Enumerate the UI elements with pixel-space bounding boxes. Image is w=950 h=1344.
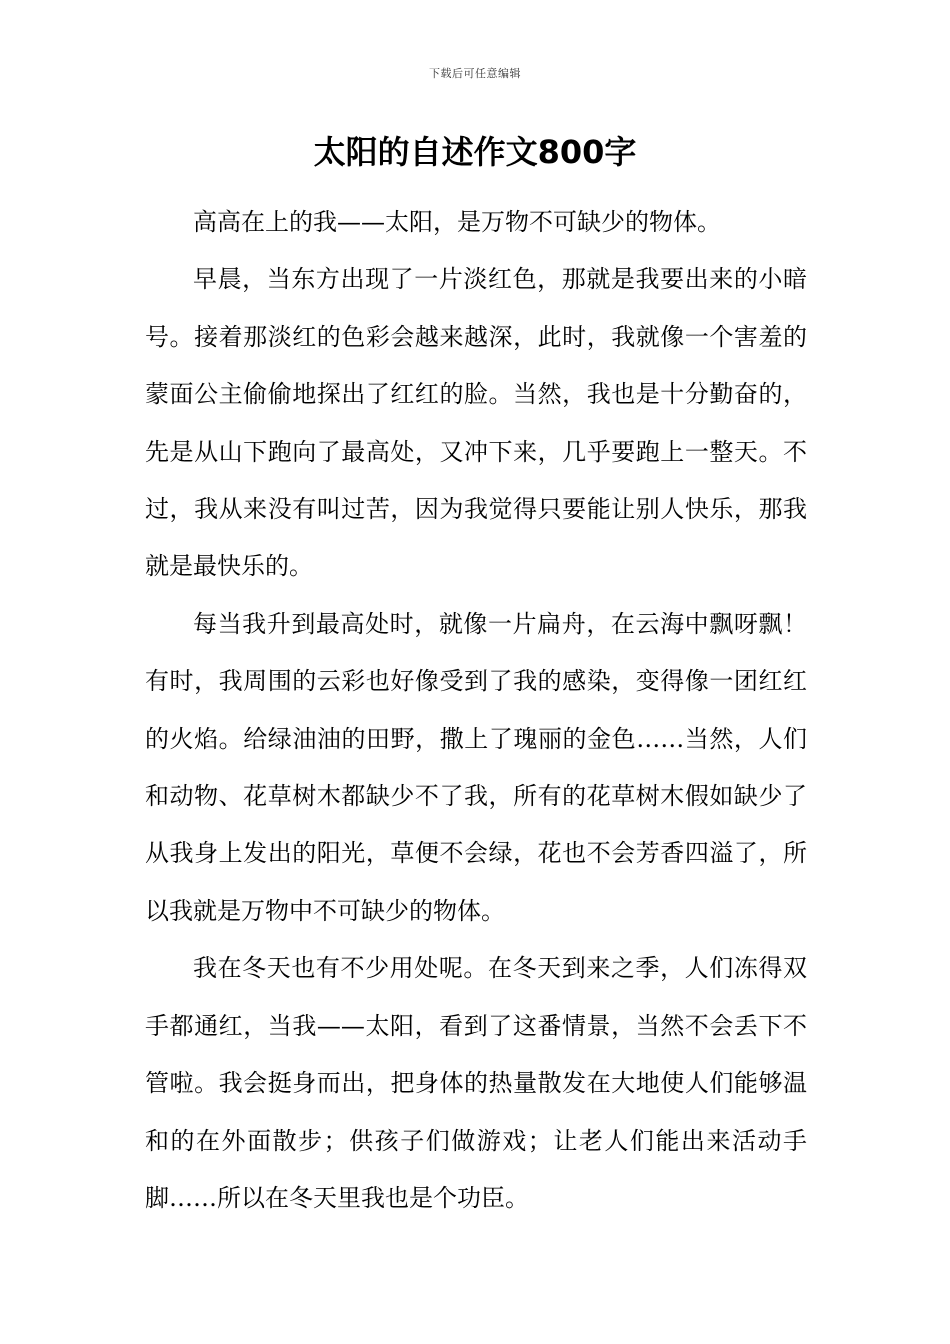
document-body: [145, 194, 807, 1227]
document-title: 太阳的自述作文800字: [313, 133, 637, 171]
header-note: 下载后可任意编辑: [429, 67, 521, 80]
paragraph: 早晨，当东方出现了一片淡红色，那就是我要出来的小暗号。接着那淡红的色彩会越来越深，此时，我就像一个害羞的蒙面公主偷偷地探出了红红的脸。当然，我也是十分勤奋的，先是从山下跑向了最高处，又冲下来，几乎要跑上一整天。不过，我从来没有叫过苦，因为我觉得只要能让别人快乐，那我就是最快乐的。: [145, 265, 807, 581]
paragraph: 每当我升到最高处时，就像一片扁舟，在云海中飘呀飘！有时，我周围的云彩也好像受到了我的感染，变得像一团红红的火焰。给绿油油的田野，撒上了瑰丽的金色……当然，人们和动物、花草树木都缺少不了我，所有的花草树木假如缺少了从我身上发出的阳光，草便不会绿，花也不会芳香四溢了，所以我就是万物中不可缺少的物体。: [145, 609, 807, 925]
paragraph: 我在冬天也有不少用处呢。在冬天到来之季，人们冻得双手都通红，当我——太阳，看到了这番情景，当然不会丢下不管啦。我会挺身而出，把身体的热量散发在大地使人们能够温和的在外面散步；供孩子们做游戏；让老人们能出来活动手脚……所以在冬天里我也是个功臣。: [145, 954, 807, 1212]
paragraph: 高高在上的我——太阳，是万物不可缺少的物体。: [193, 208, 721, 236]
